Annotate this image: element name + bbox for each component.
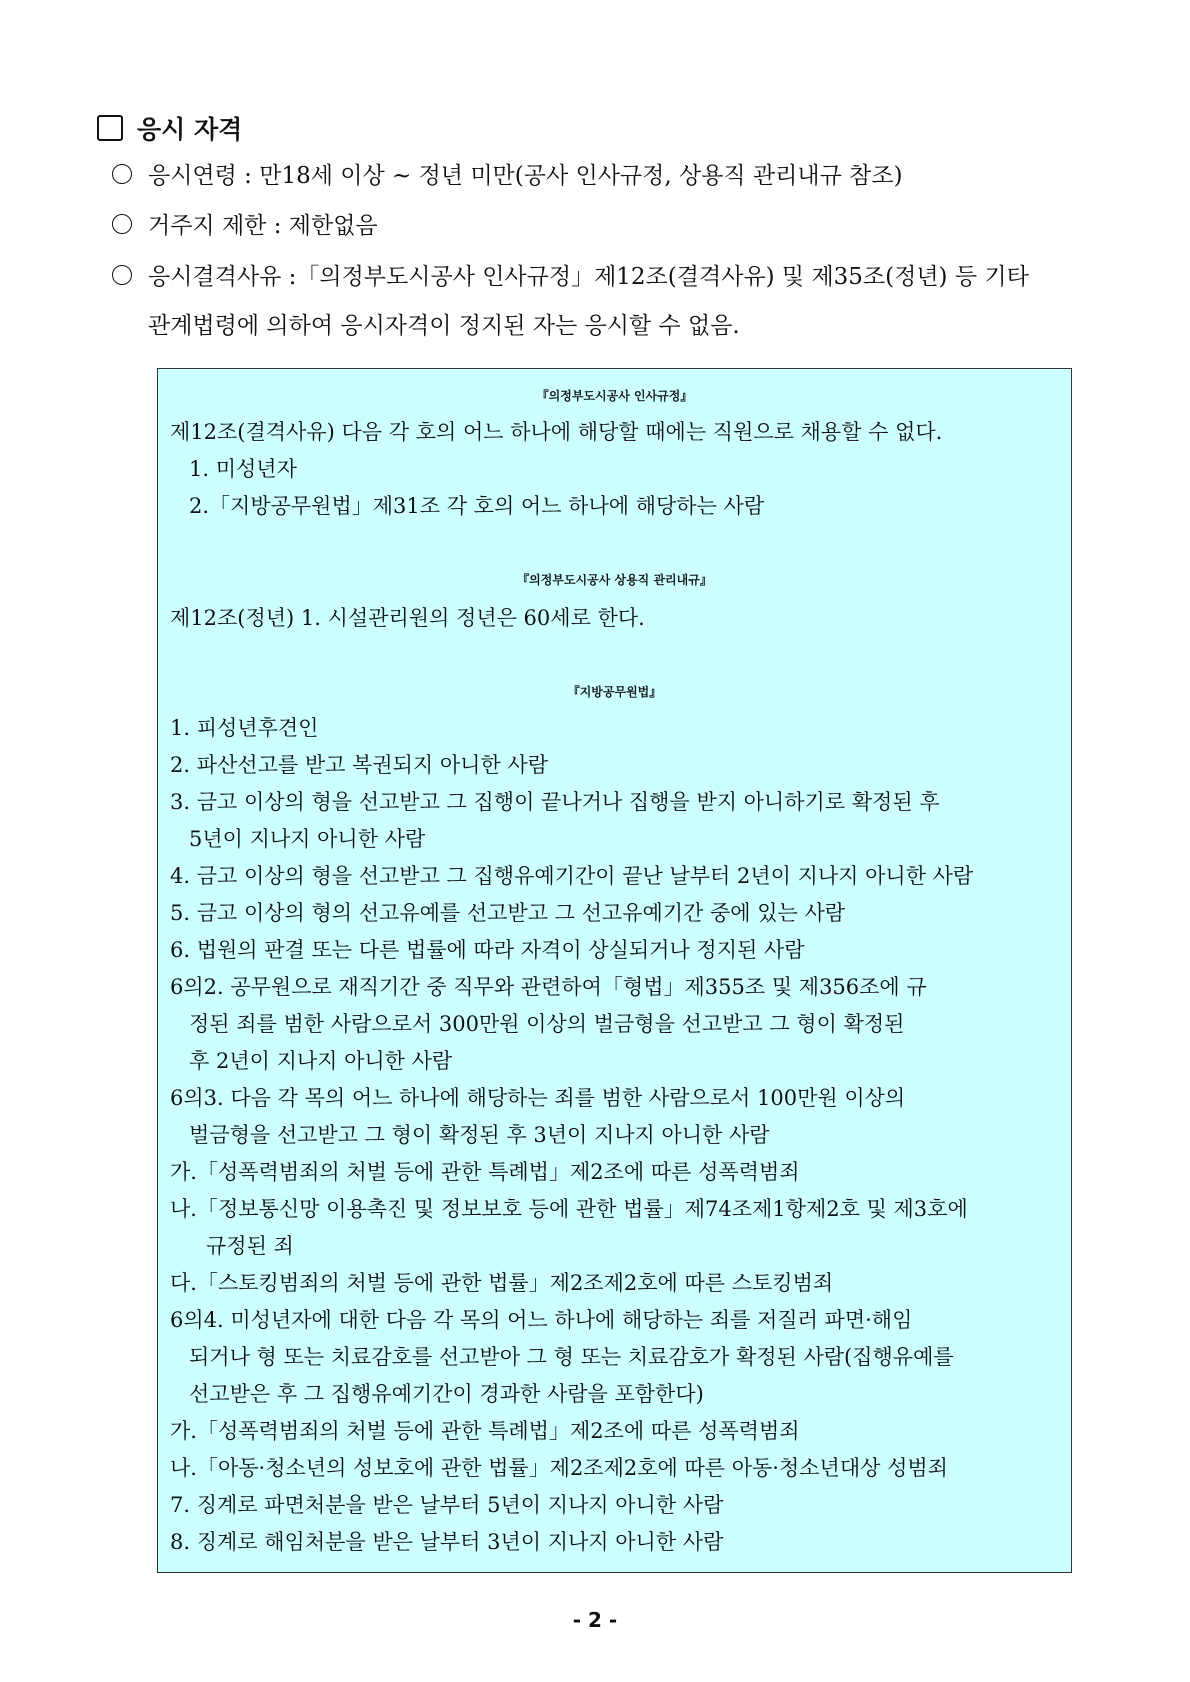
- reg1-line: 1. 미성년자: [189, 457, 297, 481]
- bullet-item-residence: [112, 208, 378, 244]
- checkbox-square-icon: [97, 115, 123, 141]
- bullet-text-residence: 거주지 제한 : 제한없음: [148, 213, 378, 239]
- reg3-line: 5년이 지나지 아니한 사람: [189, 827, 426, 851]
- reg3-line: 규정된 죄: [206, 1234, 294, 1258]
- reg3-line: 벌금형을 선고받고 그 형이 확정된 후 3년이 지나지 아니한 사람: [189, 1123, 770, 1147]
- reg3-line: 6의3. 다음 각 목의 어느 하나에 해당하는 죄를 범한 사람으로서 100만원 이상의: [170, 1086, 906, 1110]
- reg3-line: 가.「성폭력범죄의 처벌 등에 관한 특례법」제2조에 따른 성폭력범죄: [170, 1419, 800, 1443]
- reg2-line: 제12조(정년) 1. 시설관리원의 정년은 60세로 한다.: [170, 606, 645, 630]
- reg3-line: 가.「성폭력범죄의 처벌 등에 관한 특례법」제2조에 따른 성폭력범죄: [170, 1160, 800, 1184]
- circle-bullet-icon: [112, 164, 132, 184]
- bullet-item-disqualification: [112, 259, 1029, 295]
- reg3-line: 6. 법원의 판결 또는 다른 법률에 따라 자격이 상실되거나 정지된 사람: [170, 938, 805, 962]
- bullet-text-disqualification: 응시결격사유 :「의정부도시공사 인사규정」제12조(결격사유) 및 제35조(정년) 등 기타: [148, 264, 1029, 290]
- reg3-line: 나.「정보통신망 이용촉진 및 정보보호 등에 관한 법률」제74조제1항제2호 및 제3호에: [170, 1197, 968, 1221]
- reg3-line: 5. 금고 이상의 형의 선고유예를 선고받고 그 선고유예기간 중에 있는 사람: [170, 901, 846, 925]
- reg3-line: 1. 피성년후견인: [170, 716, 319, 740]
- section-heading: [97, 112, 242, 148]
- reg3-line: 7. 징계로 파면처분을 받은 날부터 5년이 지나지 아니한 사람: [170, 1493, 724, 1517]
- section-title: 응시 자격: [137, 115, 243, 144]
- circle-bullet-icon: [112, 265, 132, 285]
- reg3-line: 2. 파산선고를 받고 복권되지 아니한 사람: [170, 753, 548, 777]
- regulations-box: [157, 368, 1072, 1573]
- reg3-line: 8. 징계로 해임처분을 받은 날부터 3년이 지나지 아니한 사람: [170, 1530, 724, 1554]
- bullet-continuation: 관계법령에 의하여 응시자격이 정지된 자는 응시할 수 없음.: [148, 313, 740, 339]
- reg1-line: 제12조(결격사유) 다음 각 호의 어느 하나에 해당할 때에는 직원으로 채용할 수 없다.: [170, 420, 943, 444]
- page-number: - 2 -: [572, 1608, 618, 1632]
- circle-bullet-icon: [112, 214, 132, 234]
- reg3-line: 선고받은 후 그 집행유예기간이 경과한 사람을 포함한다): [189, 1382, 704, 1406]
- reg1-title: 『의정부도시공사 인사규정』: [536, 389, 693, 403]
- reg3-line: 후 2년이 지나지 아니한 사람: [189, 1049, 453, 1073]
- bullet-item-age: [112, 158, 903, 194]
- reg3-title: 『지방공무원법』: [567, 685, 662, 699]
- reg2-title: 『의정부도시공사 상용직 관리내규』: [517, 573, 712, 587]
- reg3-line: 다.「스토킹범죄의 처벌 등에 관한 법률」제2조제2호에 따른 스토킹범죄: [170, 1271, 834, 1295]
- bullet-text-age: 응시연령 : 만18세 이상 ~ 정년 미만(공사 인사규정, 상용직 관리내규 참조): [148, 163, 903, 189]
- reg1-line: 2.「지방공무원법」제31조 각 호의 어느 하나에 해당하는 사람: [189, 494, 765, 518]
- reg3-line: 4. 금고 이상의 형을 선고받고 그 집행유예기간이 끝난 날부터 2년이 지나지 아니한 사람: [170, 864, 974, 888]
- reg3-line: 나.「아동·청소년의 성보호에 관한 법률」제2조제2호에 따른 아동·청소년대상 성범죄: [170, 1456, 948, 1480]
- reg3-line: 되거나 형 또는 치료감호를 선고받아 그 형 또는 치료감호가 확정된 사람(집행유예를: [189, 1345, 954, 1369]
- reg3-line: 6의4. 미성년자에 대한 다음 각 목의 어느 하나에 해당하는 죄를 저질러 파면·해임: [170, 1308, 913, 1332]
- reg3-line: 6의2. 공무원으로 재직기간 중 직무와 관련하여「형법」제355조 및 제356조에 규: [170, 975, 927, 999]
- reg3-line: 3. 금고 이상의 형을 선고받고 그 집행이 끝나거나 집행을 받지 아니하기로 확정된 후: [170, 790, 940, 814]
- reg3-line: 정된 죄를 범한 사람으로서 300만원 이상의 벌금형을 선고받고 그 형이 확정된: [189, 1012, 905, 1036]
